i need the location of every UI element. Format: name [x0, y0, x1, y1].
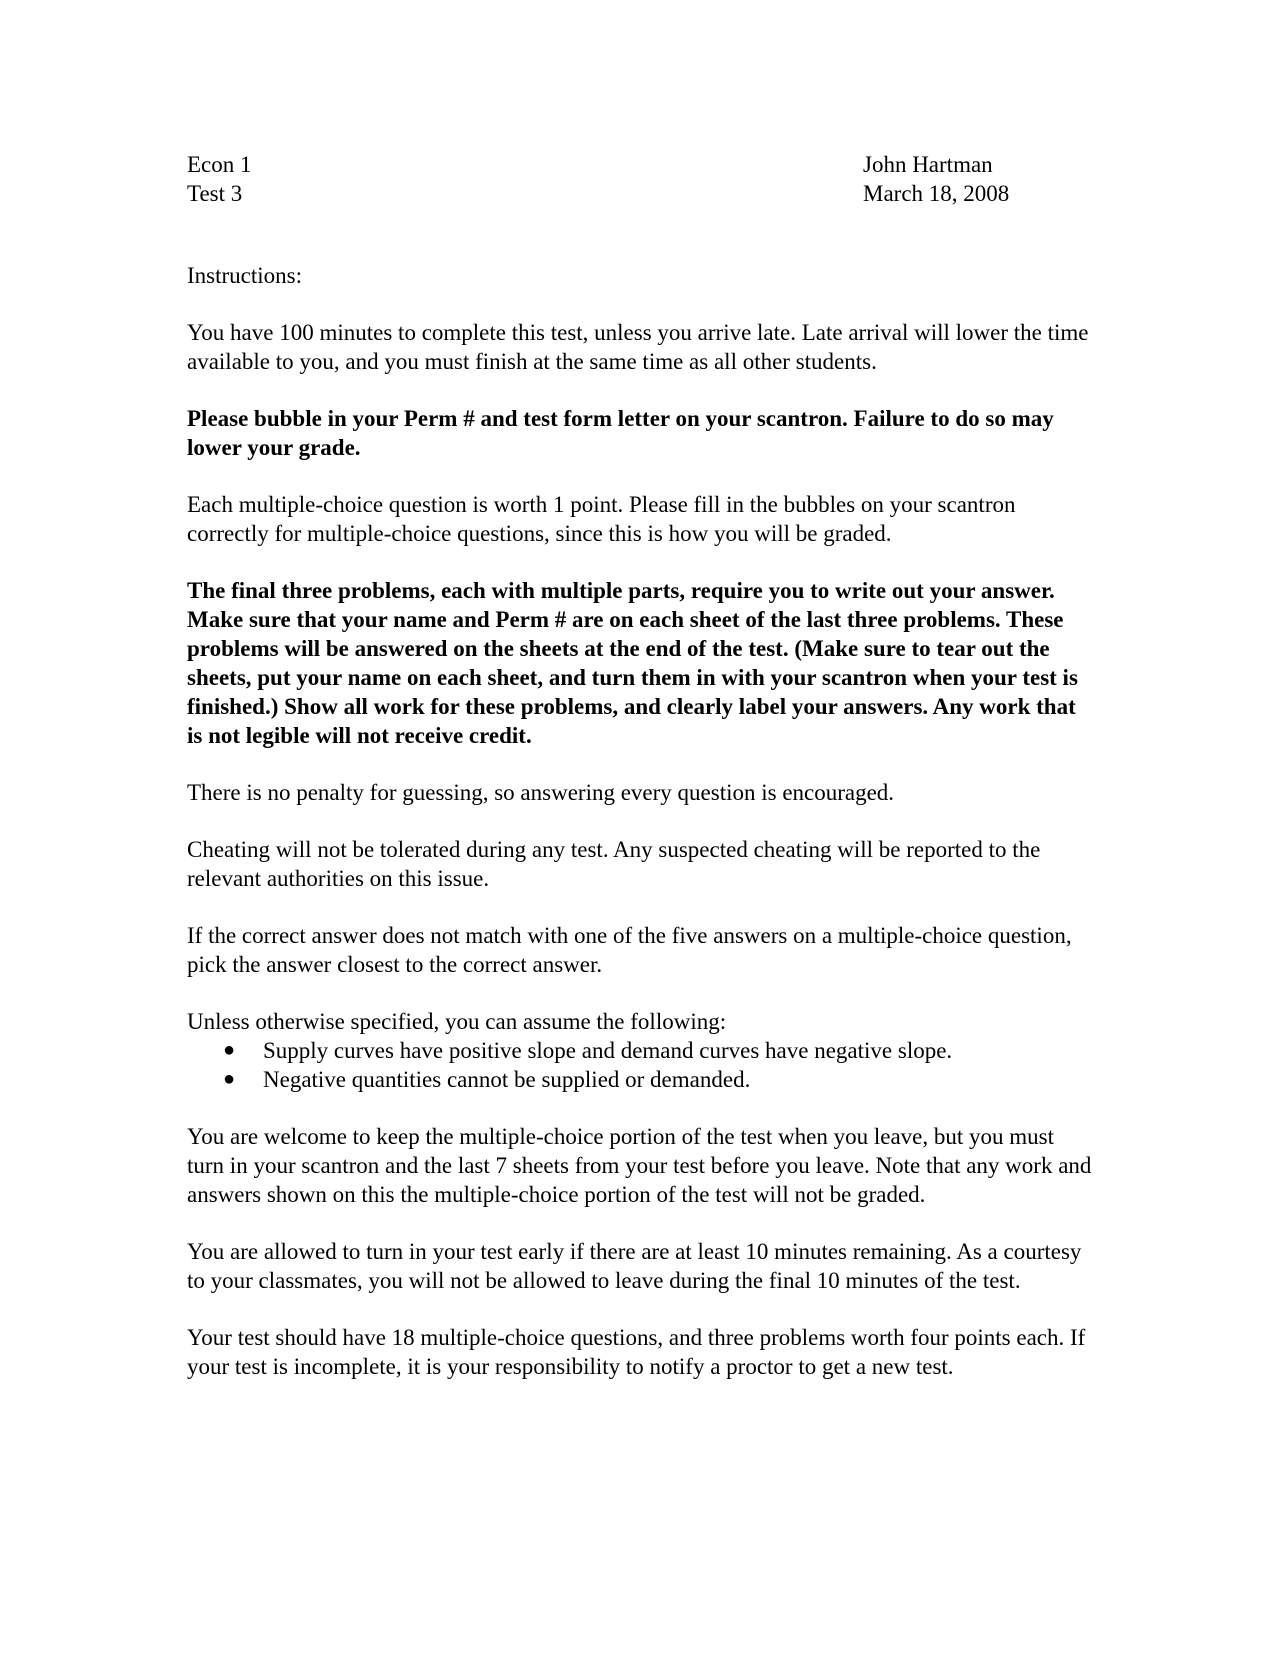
multiple-choice-paragraph: Each multiple-choice question is worth 1 point. Please fill in the bubbles on your scantron correctly for multiple-choice questions, since this is how you will be graded. [187, 492, 1016, 546]
header-right [863, 150, 1009, 208]
instructor-name: John Hartman [863, 152, 993, 177]
document-header [187, 150, 1087, 210]
list-item [187, 1036, 1095, 1065]
keep-portion-paragraph: You are welcome to keep the multiple-choice portion of the test when you leave, but you must turn in your scantron and the last 7 sheets from your test before you leave. Note that any work and answers shown on this the multiple-choice portion of the test will not be graded. [187, 1124, 1092, 1207]
bubble-notice-paragraph: Please bubble in your Perm # and test form letter on your scantron. Failure to do so may lower your grade. [187, 406, 1054, 460]
time-limit-paragraph: You have 100 minutes to complete this test, unless you arrive late. Late arrival will lower the time available to you, and you must finish at the same time as all other students. [187, 320, 1089, 374]
guessing-paragraph: There is no penalty for guessing, so answering every question is encouraged. [187, 780, 895, 805]
closest-answer-paragraph: If the correct answer does not match with one of the five answers on a multiple-choice question, pick the answer closest to the correct answer. [187, 923, 1072, 977]
assumption-text: Supply curves have positive slope and demand curves have negative slope. [263, 1038, 953, 1063]
bullet-icon: ● [223, 1068, 236, 1090]
test-date: March 18, 2008 [863, 181, 1010, 206]
assumption-text: Negative quantities cannot be supplied or demanded. [263, 1067, 751, 1092]
early-turn-in-paragraph: You are allowed to turn in your test early if there are at least 10 minutes remaining. As a courtesy to your classmates, you will not be allowed to leave during the final 10 minutes of the test. [187, 1239, 1082, 1293]
list-item [187, 1065, 1095, 1094]
test-number: Test 3 [187, 181, 243, 206]
course-name: Econ 1 [187, 152, 252, 177]
instructions-heading: Instructions: [187, 263, 302, 288]
final-problems-paragraph: The final three problems, each with multiple parts, require you to write out your answer. Make sure that your name and Perm # are on each sheet of the last three problems. These problems will be answered on the sheets at the end of the test. (Make sure to tear out the sheets, put your name on each sheet, and turn them in with your scantron when your test is finished.) Show all work for these problems, and clearly label your answers. Any work that is not legible will not receive credit. [187, 578, 1078, 748]
assumptions-list [187, 1036, 1095, 1094]
header-left [187, 150, 252, 208]
completeness-paragraph: Your test should have 18 multiple-choice questions, and three problems worth four points each. If your test is incomplete, it is your responsibility to notify a proctor to get a new test. [187, 1325, 1086, 1379]
bullet-icon: ● [223, 1039, 236, 1061]
assumptions-intro: Unless otherwise specified, you can assume the following: [187, 1009, 727, 1034]
cheating-paragraph: Cheating will not be tolerated during any test. Any suspected cheating will be reported to the relevant authorities on this issue. [187, 837, 1041, 891]
instructions-body [187, 261, 1095, 1409]
